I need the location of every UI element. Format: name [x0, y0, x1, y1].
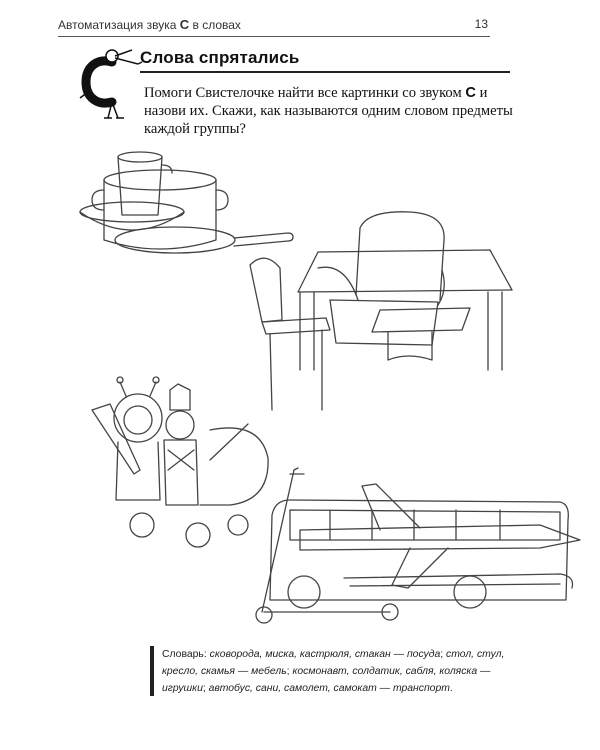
vocabulary-category: игрушки	[162, 683, 203, 694]
vocabulary-category: посуда	[406, 649, 441, 660]
sabre	[92, 404, 140, 474]
soldier-hat	[170, 384, 190, 410]
vocabulary-words: стол, стул, кресло, скамья	[162, 649, 505, 677]
cup-body	[118, 157, 162, 215]
cup-handle	[162, 165, 172, 173]
scooter-wheel	[256, 607, 272, 623]
cosmonaut-face	[124, 406, 152, 434]
toys-group	[92, 377, 268, 547]
stroller-wheel	[186, 523, 210, 547]
cosmonaut-helmet	[114, 394, 162, 442]
frying-pan	[115, 227, 235, 253]
bowl-rim	[80, 202, 184, 222]
cup-top	[118, 152, 162, 162]
frying-pan-handle	[234, 233, 293, 246]
vocabulary-text: Словарь: сковорода, миска, кастрюля, стакан — посуда; стол, стул, кресло, скамья — мебель; космонавт, солдатик, сабля, коляска — игрушки; автобус, сани, самолет, самокат — транспорт.	[162, 649, 505, 694]
dishes-group	[80, 152, 293, 253]
chair-back	[250, 258, 282, 322]
soldier-body	[164, 440, 198, 505]
header-title-suffix: в словах	[192, 18, 241, 32]
bus-wheel	[288, 576, 320, 608]
vocabulary-category: транспорт	[392, 683, 450, 694]
soldier-head	[166, 411, 194, 439]
transport-group	[256, 468, 580, 623]
vocabulary-category: мебель	[251, 666, 287, 677]
page-number: 13	[474, 17, 488, 31]
vocabulary-marker	[150, 646, 154, 696]
vocabulary-words: космонавт, солдатик, сабля, коляска	[292, 666, 478, 677]
bench	[372, 308, 470, 360]
instruction-letter: С	[465, 85, 476, 101]
airplane	[300, 484, 580, 588]
vocabulary-words: сковорода, миска, кастрюля, стакан	[209, 649, 391, 660]
header-title-prefix: Автоматизация звука	[58, 18, 177, 32]
armchair-arms	[318, 267, 444, 305]
stroller-wheel	[130, 513, 154, 537]
stroller-wheel	[228, 515, 248, 535]
instruction-part-2: и назови их. Скажи, как называются одним словом предметы каждой группы?	[144, 85, 513, 137]
stroller-hood	[200, 428, 268, 505]
armchair-back	[356, 212, 444, 300]
vocabulary-label: Словарь:	[162, 649, 207, 660]
vocabulary-words: автобус, сани, самолет, самокат	[208, 683, 377, 694]
instruction-part-1: Помоги Свистелочке найти все картинки со звуком	[144, 85, 462, 101]
armchair-seat	[330, 300, 438, 345]
lesson-title: Слова спрятались	[140, 48, 300, 67]
table-top	[298, 250, 512, 292]
header-title-letter: С	[179, 17, 190, 32]
bus-wheel	[454, 576, 486, 608]
